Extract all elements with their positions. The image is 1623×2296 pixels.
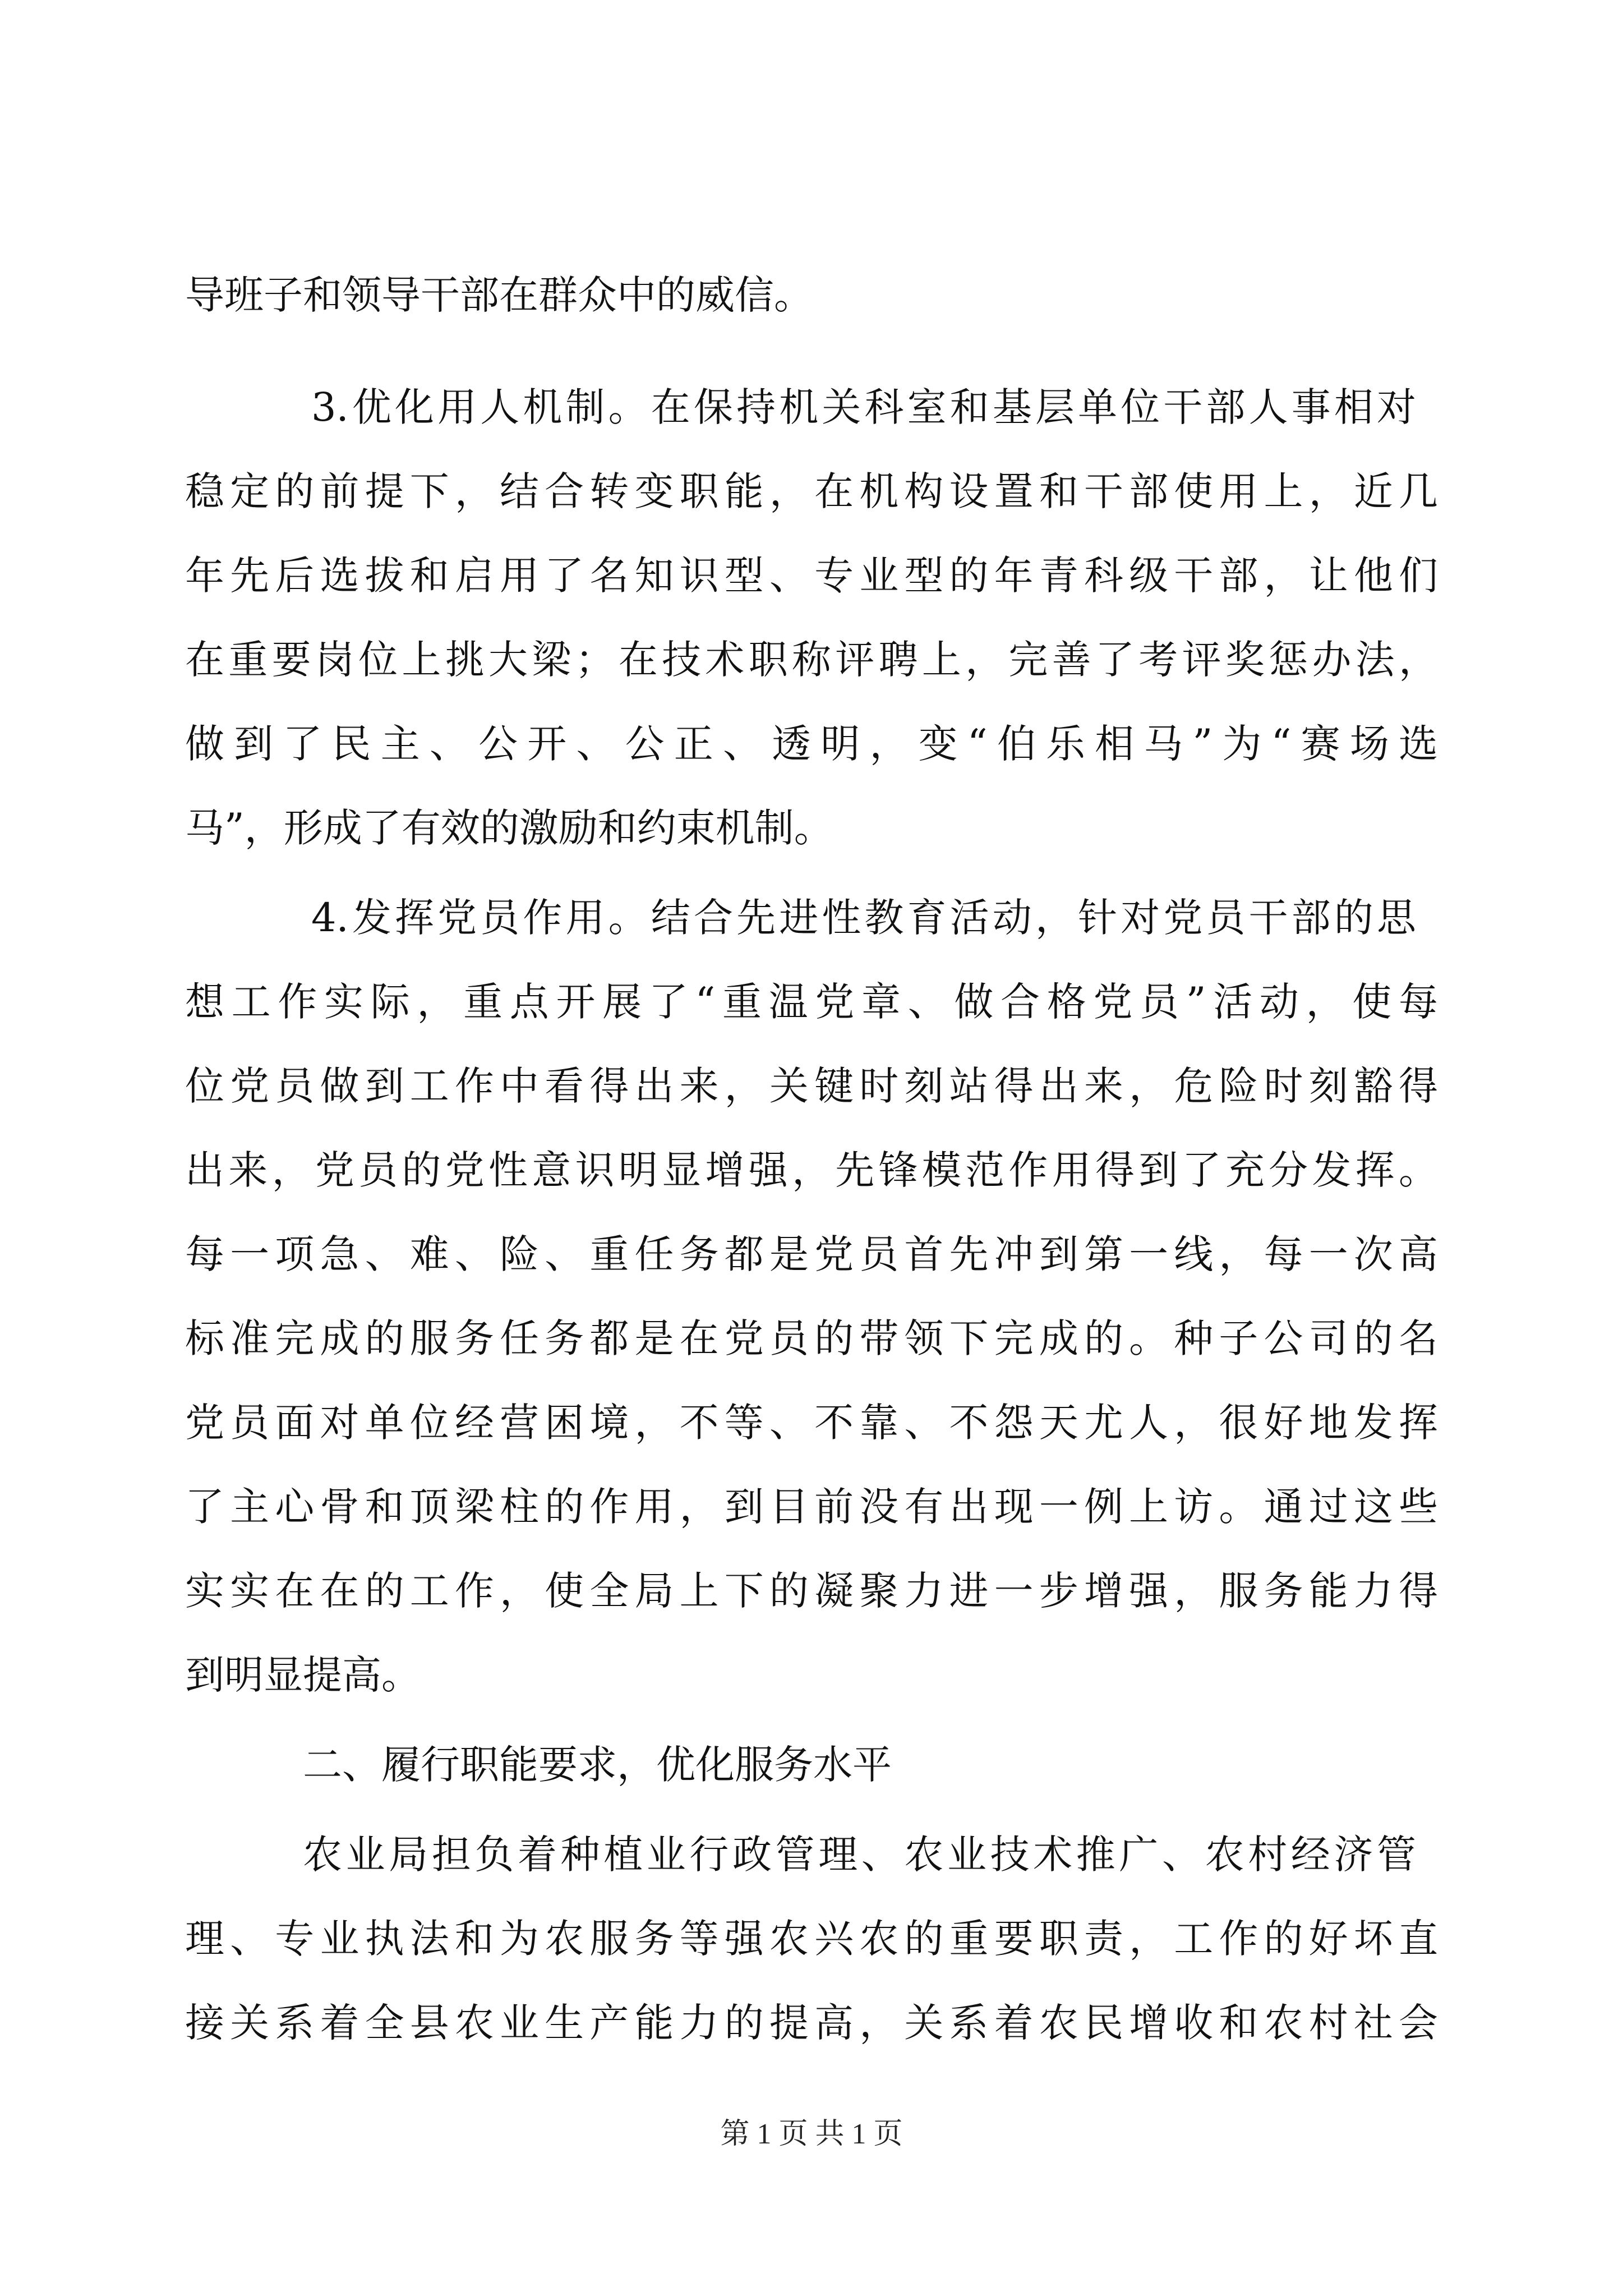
text-line-3: 稳定的前提下，结合转变职能，在机构设置和干部使用上，近几: [185, 468, 1438, 514]
text-line-21: 接关系着全县农业生产能力的提高，关系着农民增收和农村社会: [185, 2000, 1438, 2046]
section-heading: 二、履行职能要求，优化服务水平: [303, 1742, 892, 1788]
text-line-14: 党员面对单位经营困境，不等、不靠、不怨天尤人，很好地发挥: [185, 1400, 1438, 1446]
text-line-19: 农业局担负着种植业行政管理、农业技术推广、农村经济管: [303, 1832, 1416, 1878]
text-line-1: 导班子和领导干部在群众中的威信。: [185, 272, 813, 318]
text-line-15: 了主心骨和顶梁柱的作用，到目前没有出现一例上访。通过这些: [185, 1484, 1438, 1530]
text-line-6: 做到了民主、公开、公正、透明，变“伯乐相马”为“赛场选: [185, 721, 1438, 767]
text-line-8: 4.发挥党员作用。结合先进性教育活动，针对党员干部的思: [311, 895, 1416, 941]
text-line-7: 马”，形成了有效的激励和约束机制。: [185, 805, 833, 851]
text-line-16: 实实在在的工作，使全局上下的凝聚力进一步增强，服务能力得: [185, 1568, 1438, 1614]
text-line-11: 出来，党员的党性意识明显增强，先锋模范作用得到了充分发挥。: [185, 1147, 1438, 1193]
text-line-4: 年先后选拔和启用了名知识型、专业型的年青科级干部，让他们: [185, 553, 1438, 599]
page-footer: 第 1 页 共 1 页: [720, 2118, 903, 2150]
text-line-9: 想工作实际，重点开展了“重温党章、做合格党员”活动，使每: [185, 979, 1438, 1025]
text-line-2: 3.优化用人机制。在保持机关科室和基层单位干部人事相对: [311, 384, 1416, 430]
text-line-12: 每一项急、难、险、重任务都是党员首先冲到第一线，每一次高: [185, 1231, 1438, 1277]
text-line-20: 理、专业执法和为农服务等强农兴农的重要职责，工作的好坏直: [185, 1916, 1438, 1962]
text-line-10: 位党员做到工作中看得出来，关键时刻站得出来，危险时刻豁得: [185, 1063, 1438, 1109]
text-line-5: 在重要岗位上挑大梁；在技术职称评聘上，完善了考评奖惩办法，: [185, 637, 1438, 683]
text-line-13: 标准完成的服务任务都是在党员的带领下完成的。种子公司的名: [185, 1315, 1438, 1361]
text-line-17: 到明显提高。: [185, 1652, 421, 1698]
